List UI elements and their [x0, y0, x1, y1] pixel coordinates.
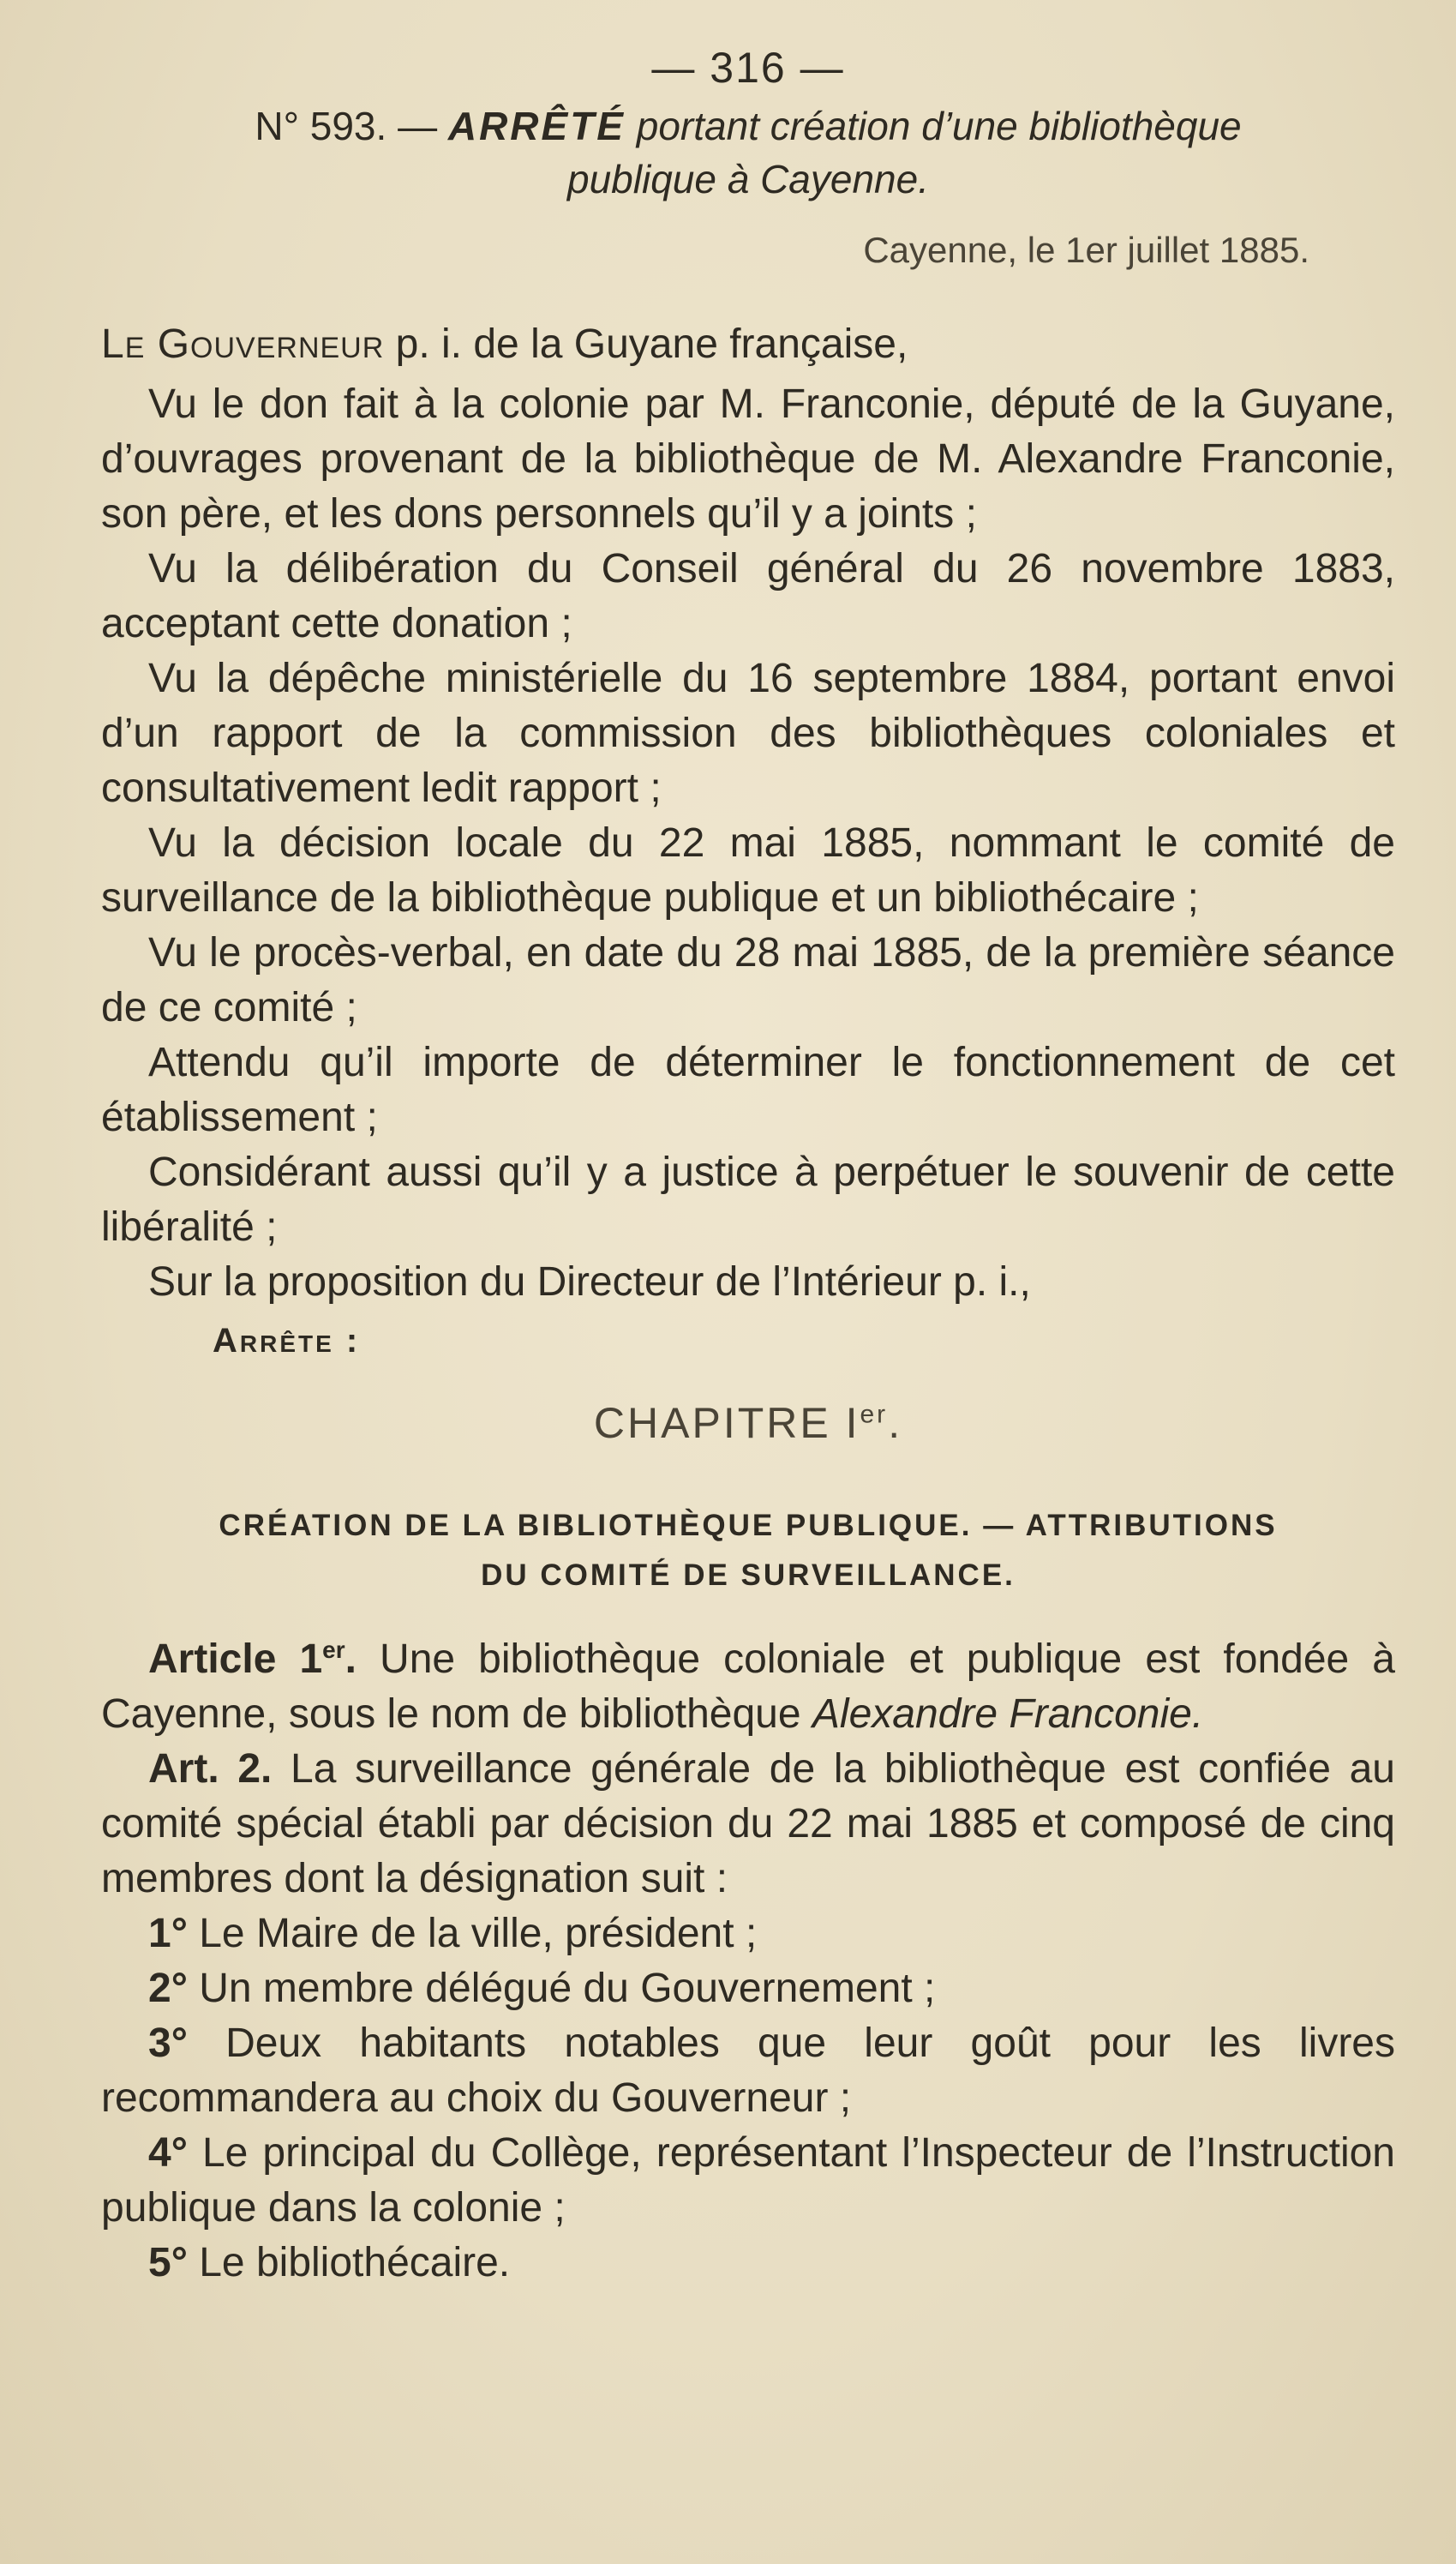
article-1-label-text: Article 1 [148, 1636, 323, 1682]
consideration-paragraph: Vu la délibération du Conseil général du 26 novembre 1883, acceptant cette donation ; [101, 546, 1395, 646]
list-item-text: Le principal du Collège, représentant l’Inspecteur de l’Instruction publique dans la colonie ; [101, 2130, 1395, 2231]
list-item [101, 2016, 1395, 2126]
members-list [101, 1906, 1395, 2291]
list-item [101, 2126, 1395, 2236]
title-number: N° 593. — [255, 104, 438, 148]
list-item [101, 1961, 1395, 2016]
list-item-text: Le Maire de la ville, président ; [199, 1911, 758, 1956]
consideration-paragraph: Sur la proposition du Directeur de l’Intérieur p. i., [148, 1259, 1031, 1305]
section-heading [118, 1501, 1378, 1600]
article-2-text: La surveillance générale de la bibliothèque est confiée au comité spécial établi par décision du 22 mai 1885 et composé de cinq membres dont la désignation suit : [101, 1746, 1395, 1901]
consideration-paragraph: Considérant aussi qu’il y a justice à perpétuer le souvenir de cette libéralité ; [101, 1150, 1395, 1250]
list-item-number: 5° [148, 2240, 188, 2285]
consideration-paragraph: Attendu qu’il importe de déterminer le fonctionnement de cet établissement ; [101, 1040, 1395, 1140]
title-rest-line1: portant création d’une bibliothèque [636, 104, 1242, 148]
article-1-italic: Alexandre Franconie. [812, 1691, 1204, 1737]
list-item-number: 1° [148, 1911, 188, 1956]
list-item-number: 3° [148, 2021, 188, 2066]
title-rest-line2: publique à Cayenne. [567, 157, 929, 201]
article-2 [101, 1742, 1395, 1906]
list-item-text: Le bibliothécaire. [199, 2240, 511, 2285]
chapter-heading [101, 1398, 1395, 1448]
article-1-paragraph [101, 1623, 1395, 1742]
article-1-text: Une bibliothèque coloniale et publique est fondée à Cayenne, sous le nom de bibliothèque [101, 1636, 1396, 1737]
gouverneur-title: Le Gouverneur [101, 321, 385, 367]
list-item-number: 2° [148, 1966, 188, 2011]
list-item [101, 1906, 1395, 1961]
consideration-paragraph: Vu la décision locale du 22 mai 1885, nommant le comité de surveillance de la bibliothèque publique et un bibliothécaire ; [101, 820, 1395, 921]
article-2-label: Art. 2. [148, 1746, 273, 1792]
list-item-text: Deux habitants notables que leur goût pour les livres recommandera au choix du Gouverneur ; [101, 2021, 1395, 2121]
page-number: — 316 — [651, 44, 845, 92]
consideration-paragraph: Vu le don fait à la colonie par M. Franconie, député de la Guyane, d’ouvrages provenant de la bibliothèque de M. Alexandre Franconie, son père, et les dons personnels qu’il y a joints ; [101, 381, 1395, 537]
article-1-label-suffix: . [345, 1636, 357, 1682]
article-1-label-sup: er [322, 1636, 345, 1663]
list-item [101, 2236, 1395, 2291]
considerations [101, 377, 1395, 1310]
article-1 [101, 1623, 1395, 1742]
title-arrete: ARRÊTÉ [447, 104, 626, 148]
list-item-text: Un membre délégué du Gouvernement ; [199, 1966, 936, 2011]
section-heading-line2: DU COMITÉ DE SURVEILLANCE. [481, 1558, 1016, 1592]
chapter-label: CHAPITRE I [593, 1399, 860, 1447]
document-title [135, 99, 1361, 206]
consideration-paragraph: Vu le procès-verbal, en date du 28 mai 1885, de la première séance de ce comité ; [101, 930, 1395, 1030]
list-item-number: 4° [148, 2130, 188, 2176]
article-2-paragraph [101, 1742, 1395, 1906]
dateline: Cayenne, le 1er juillet 1885. [863, 230, 1309, 270]
gouverneur-line [101, 317, 1395, 372]
section-heading-line1: CRÉATION DE LA BIBLIOTHÈQUE PUBLIQUE. — ATTRIBUTIONS [219, 1509, 1278, 1542]
chapter-sup: er [860, 1400, 889, 1429]
gouverneur-rest: p. i. de la Guyane française, [395, 321, 908, 367]
page-content [101, 34, 1395, 2291]
consideration-paragraph: Vu la dépêche ministérielle du 16 septembre 1884, portant envoi d’un rapport de la commission des bibliothèques coloniales et consultativement ledit rapport ; [101, 656, 1395, 811]
arrete-label: Arrête : [213, 1322, 361, 1360]
chapter-suffix: . [888, 1399, 903, 1447]
article-1-label [148, 1636, 357, 1682]
